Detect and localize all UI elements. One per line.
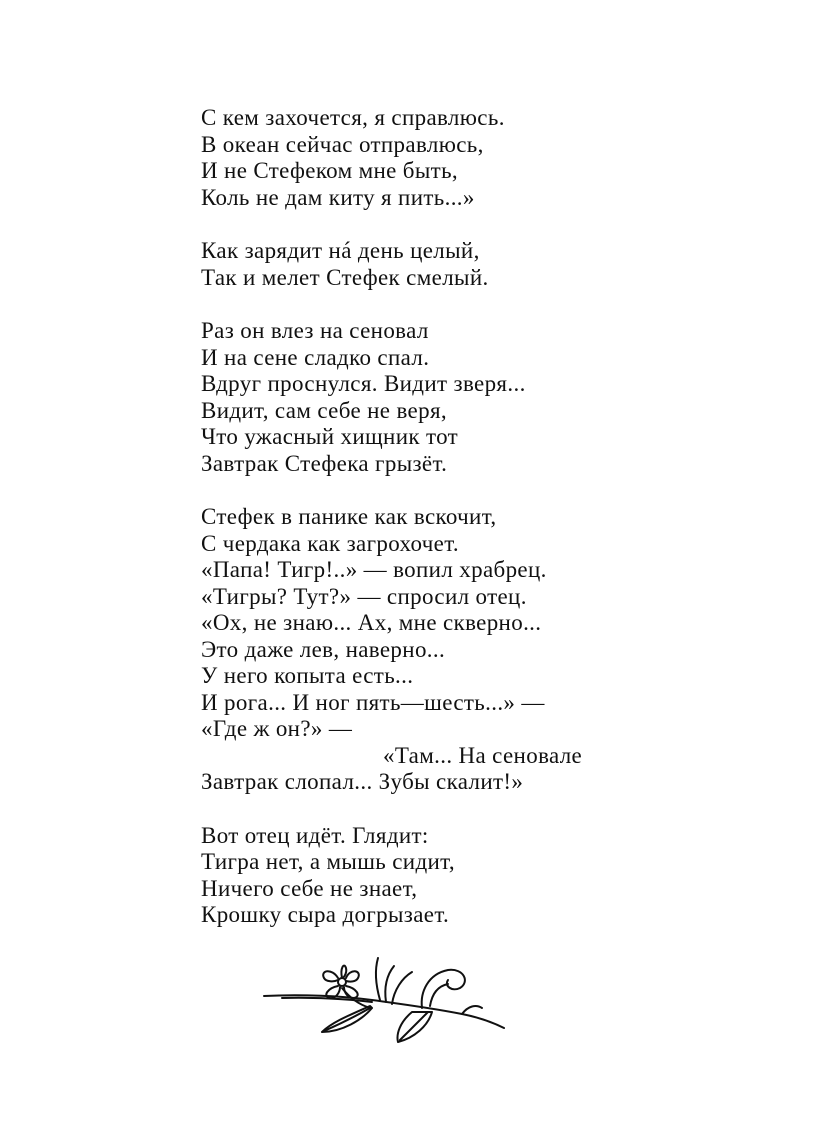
poem-line: Раз он влез на сеновал [201,318,429,343]
poem-line: Коль не дам киту я пить...» [201,184,475,210]
poem-line: Завтрак слопал... Зубы скалит!» [201,769,524,794]
poem-line: И не Стефеком мне быть, [201,158,459,183]
poem-line: «Тигры? Тут?» — спросил отец. [201,583,527,609]
poem-line: Вот отец идёт. Глядит: [201,822,429,848]
poem-line: В океан сейчас отправлюсь, [201,131,484,157]
poem-line: Завтрак Стефека грызёт. [201,450,448,476]
poem-line: Стефек в панике как вскочит, [201,504,497,529]
poem-line: И рога... И ног пять—шесть...» — [201,689,545,715]
poem-line: Так и мелет Стефек смелый. [201,264,489,290]
flower-sprig-icon [262,948,512,1048]
poem-line: Ничего себе не знает, [201,875,418,901]
poem-line: Это даже лев, наверно... [201,636,446,662]
poem-line: И на сене сладко спал. [201,344,430,370]
poem-line: Как зарядит нá день целый, [201,238,480,263]
stanza-2 [201,238,641,291]
poem-line: Тигра нет, а мышь сидит, [201,849,455,874]
stanza-4 [201,504,641,796]
stanza-1 [201,105,641,211]
poem-line: Что ужасный хищник тот [201,424,459,449]
poem-line: Вдруг проснулся. Видит зверя... [201,371,526,396]
poem-line: Крошку сыра догрызает. [201,902,450,927]
poem [201,105,641,956]
stanza-3 [201,318,641,477]
stanza-5 [201,823,641,929]
poem-line: С чердака как загрохочет. [201,530,459,556]
poem-line: «Где ж он?» — [201,716,353,741]
poem-line: С кем захочется, я справлюсь. [201,105,505,130]
poem-line-indented: «Там... На сеновале [383,742,583,768]
poem-line: У него копыта есть... [201,663,414,688]
poem-line: Видит, сам себе не веря, [201,397,447,423]
poem-line: «Ох, не знаю... Ах, мне скверно... [201,610,542,635]
poem-line: «Папа! Тигр!..» — вопил храбрец. [201,557,547,582]
